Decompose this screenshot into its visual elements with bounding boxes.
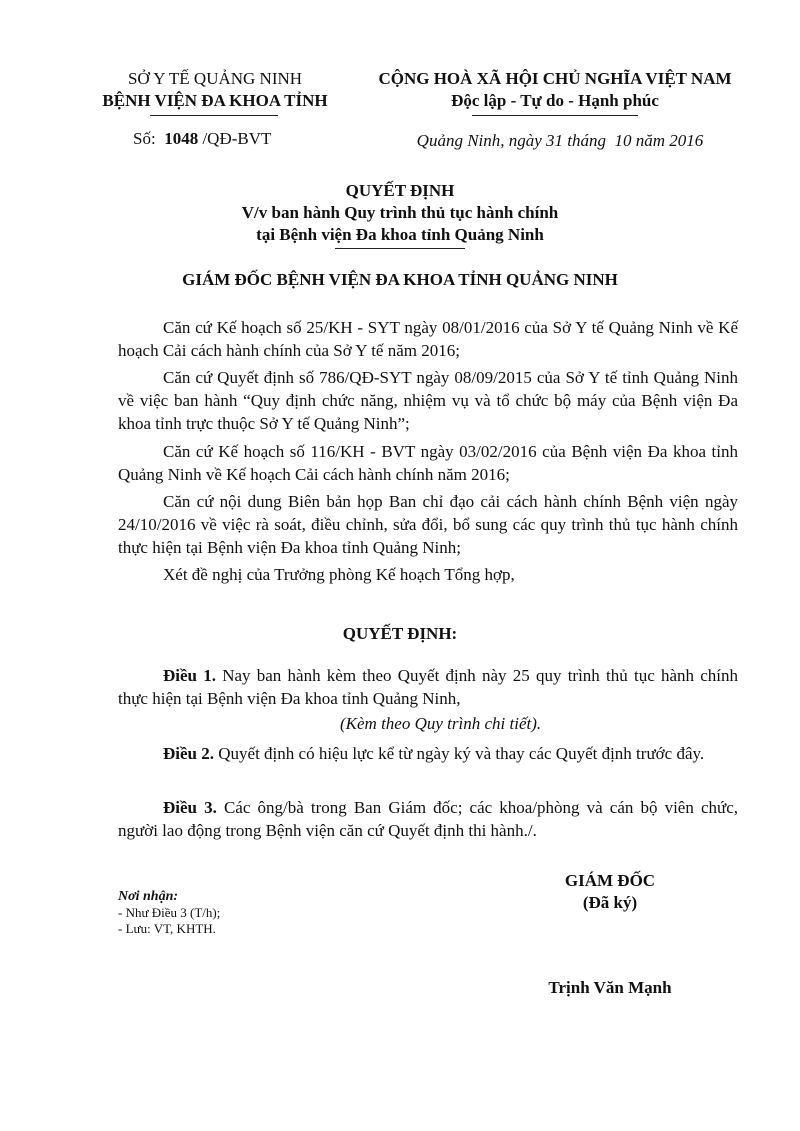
preamble-2: Căn cứ Quyết định số 786/QĐ-SYT ngày 08/09/2015 của Sở Y tế tỉnh Quảng Ninh về việc ban hành “Quy định chức năng, nhiệm vụ và tổ chức bộ máy của Bệnh viện Đa khoa tỉnh trực thuộc Sở Y tế Quảng Ninh”;: [118, 368, 738, 433]
document-number: [133, 129, 271, 149]
decision-heading: QUYẾT ĐỊNH:: [342, 624, 458, 643]
article-3: [118, 796, 738, 842]
header-left: [90, 68, 340, 112]
recipient-item: - Như Điều 3 (T/h);: [118, 905, 221, 920]
preamble-1: Căn cứ Kế hoạch số 25/KH - SYT ngày 08/01/2016 của Sở Y tế Quảng Ninh về Kế hoạch Cải cách hành chính của Sở Y tế năm 2016;: [118, 318, 738, 360]
number-prefix: Số:: [133, 129, 156, 148]
recipients-label: Nơi nhận:: [118, 889, 179, 904]
preamble-5: Xét đề nghị của Trưởng phòng Kế hoạch Tổng hợp,: [163, 565, 515, 584]
agency-name: SỞ Y TẾ QUẢNG NINH: [127, 69, 303, 88]
org-name: BỆNH VIỆN ĐA KHOA TỈNH: [102, 91, 328, 110]
article-2-text: Quyết định có hiệu lực kể từ ngày ký và thay các Quyết định trước đây.: [214, 744, 705, 763]
recipients: [118, 888, 220, 937]
recipient-item: - Lưu: VT, KHTH.: [118, 921, 216, 936]
title-main: QUYẾT ĐỊNH: [345, 181, 455, 200]
title-rule: [335, 248, 465, 249]
header-left-rule: [150, 115, 278, 116]
number-suffix: /QĐ-BVT: [202, 129, 272, 148]
article-1-note: (Kèm theo Quy trình chi tiết).: [340, 714, 542, 733]
article-2: [118, 742, 738, 765]
title-sub-1: V/v ban hành Quy trình thủ tục hành chính: [241, 203, 559, 222]
title-sub-2: tại Bệnh viện Đa khoa tỉnh Quảng Ninh: [256, 225, 544, 244]
motto: Độc lập - Tự do - Hạnh phúc: [451, 91, 659, 110]
country-name: CỘNG HOÀ XÃ HỘI CHỦ NGHĨA VIỆT NAM: [378, 69, 732, 88]
authority-heading: GIÁM ĐỐC BỆNH VIỆN ĐA KHOA TỈNH QUẢNG NINH: [182, 270, 618, 289]
number-value: 1048: [164, 129, 199, 148]
preamble-3: Căn cứ Kế hoạch số 116/KH - BVT ngày 03/02/2016 của Bệnh viện Đa khoa tỉnh Quảng Ninh về Kế hoạch Cải cách hành chính năm 2016;: [118, 442, 738, 484]
signature-status: (Đã ký): [582, 893, 638, 912]
signer-name: Trịnh Văn Mạnh: [548, 978, 672, 997]
header-right: [360, 68, 750, 112]
article-1: [118, 664, 738, 710]
article-1-label: Điều 1.: [163, 666, 216, 685]
date-line: Quảng Ninh, ngày 31 tháng 10 năm 2016: [416, 131, 704, 150]
article-3-text: Các ông/bà trong Ban Giám đốc; các khoa/phòng và cán bộ viên chức, người lao động trong Bệnh viện căn cứ Quyết định thi hành./.: [118, 798, 739, 840]
article-2-label: Điều 2.: [163, 744, 214, 763]
article-1-text: Nay ban hành kèm theo Quyết định này 25 quy trình thủ tục hành chính thực hiện tại Bệnh viện Đa khoa tỉnh Quảng Ninh,: [118, 666, 739, 708]
article-3-label: Điều 3.: [163, 798, 217, 817]
signature-position: GIÁM ĐỐC: [564, 871, 656, 890]
header-right-rule: [472, 115, 638, 116]
signature-block: [520, 870, 700, 914]
preamble-4: Căn cứ nội dung Biên bản họp Ban chỉ đạo cải cách hành chính Bệnh viện ngày 24/10/2016 về việc rà soát, điều chỉnh, sửa đổi, bổ sung các quy trình thủ tục hành chính thực hiện tại Bệnh viện Đa khoa tỉnh Quảng Ninh;: [118, 492, 738, 557]
title-block: [100, 180, 700, 246]
